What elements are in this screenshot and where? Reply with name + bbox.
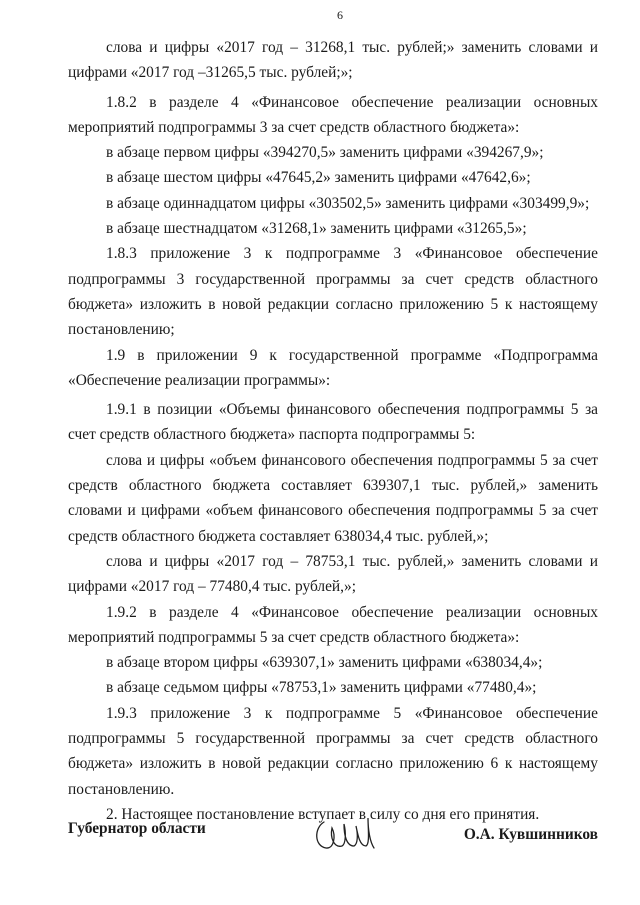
document-body [68, 35, 598, 827]
paragraph: слова и цифры «объем финансового обеспечения подпрограммы 5 за счет средств областного бюджета составляет 639307,1 тыс. рублей,» заменить словами и цифрами «объем финансового обеспечения подпрограммы 5 за счет средств областного бюджета составляет 638034,4 тыс. рублей,»; [68, 451, 598, 545]
paragraph: в абзаце шестом цифры «47645,2» заменить цифрами «47642,6»; [106, 169, 531, 187]
paragraph: слова и цифры «2017 год – 31268,1 тыс. рублей;» заменить словами и цифрами «2017 год –31265,5 тыс. рублей;»; [68, 39, 598, 82]
page-number: 6 [337, 8, 343, 22]
paragraph: в абзаце втором цифры «639307,1» заменить цифрами «638034,4»; [106, 654, 543, 672]
paragraph: 1.8.3 приложение 3 к подпрограмме 3 «Финансовое обеспечение подпрограммы 3 государственной программы за счет средств областного бюджета» изложить в новой редакции согласно приложению 5 к настоящему постановлению; [68, 245, 598, 339]
paragraph: 1.9 в приложении 9 к государственной программе «Подпрограмма «Обеспечение реализации программы»: [68, 346, 598, 389]
paragraph: 1.9.3 приложение 3 к подпрограмме 5 «Финансовое обеспечение подпрограммы 5 государственной программы за счет средств областного бюджета» изложить в новой редакции согласно приложению 6 к настоящему постановлению. [68, 704, 598, 798]
paragraph: слова и цифры «2017 год – 78753,1 тыс. рублей,» заменить словами и цифрами «2017 год – 77480,4 тыс. рублей,»; [68, 552, 598, 596]
paragraph: в абзаце первом цифры «394270,5» заменить цифрами «394267,9»; [106, 144, 544, 162]
signatory-title: Губернатор области [68, 820, 206, 837]
paragraph: 1.8.2 в разделе 4 «Финансовое обеспечение реализации основных мероприятий подпрограммы 3 за счет средств областного бюджета»: [68, 93, 598, 136]
paragraph: в абзаце седьмом цифры «78753,1» заменить цифрами «77480,4»; [106, 679, 537, 697]
signature-block [68, 808, 598, 868]
paragraph: в абзаце шестнадцатом «31268,1» заменить цифрами «31265,5»; [106, 220, 527, 238]
paragraph: в абзаце одиннадцатом цифры «303502,5» заменить цифрами «303499,9»; [106, 194, 590, 212]
paragraph: 1.9.2 в разделе 4 «Финансовое обеспечение реализации основных мероприятий подпрограммы 5 за счет средств областного бюджета»: [68, 603, 598, 646]
paragraph: 2. Настоящее постановление вступает в силу со дня его принятия. [106, 805, 540, 823]
handwritten-signature [310, 808, 380, 856]
signatory-name: О.А. Кувшинников [463, 826, 598, 843]
paragraph: 1.9.1 в позиции «Объемы финансового обеспечения подпрограммы 5 за счет средств областного бюджета» паспорта подпрограммы 5: [68, 401, 598, 444]
